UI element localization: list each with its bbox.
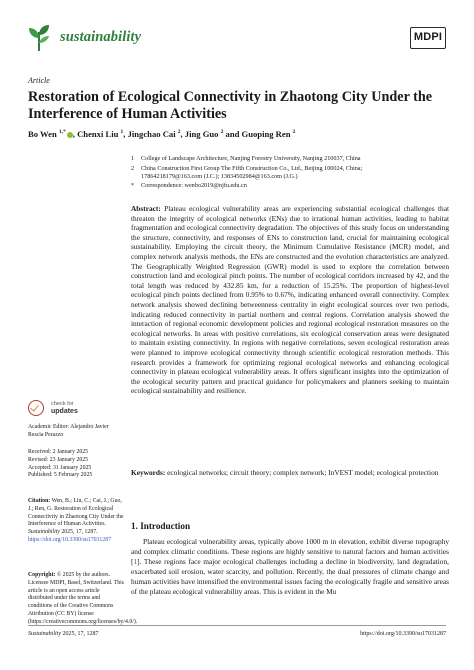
check-for-updates-button[interactable] bbox=[28, 399, 78, 417]
updates-label-bottom: updates bbox=[51, 408, 78, 416]
check-updates-icon bbox=[28, 400, 44, 416]
copyright-notice bbox=[28, 572, 138, 627]
journal-logo-icon bbox=[27, 24, 51, 52]
author-name: Bo Wen bbox=[28, 129, 57, 139]
affiliation-emails: 17864218179@163.com (J.C.); 13834502984@163.com (J.G.) bbox=[141, 173, 298, 180]
copyright-label: Copyright: bbox=[28, 572, 56, 578]
editor-label: Academic Editor: bbox=[28, 424, 70, 430]
author-affiliation-mark: 2 bbox=[220, 129, 224, 136]
author-name: Jingchao Cai bbox=[127, 129, 176, 139]
keywords-label: Keywords: bbox=[131, 468, 166, 477]
publication-dates bbox=[28, 449, 124, 480]
author-name: Guoping Ren bbox=[241, 129, 291, 139]
citation bbox=[28, 498, 124, 545]
footer-doi-link[interactable]: https://doi.org/10.3390/su17031287 bbox=[360, 631, 446, 637]
publisher-name: MDPI bbox=[413, 31, 443, 43]
intro-paragraph bbox=[131, 537, 449, 597]
keywords bbox=[131, 468, 449, 478]
footer-citation bbox=[28, 631, 99, 637]
received-date: Received: 2 January 2025 bbox=[28, 449, 89, 455]
author-affiliation-mark: 1,* bbox=[58, 129, 66, 136]
revised-date: Revised: 23 January 2025 bbox=[28, 456, 89, 463]
published-date: Published: 5 February 2025 bbox=[28, 472, 93, 479]
author-affiliation-mark: 2 bbox=[177, 129, 181, 136]
section-heading: 1. Introduction bbox=[131, 521, 191, 531]
reference-link[interactable]: 1 bbox=[133, 557, 138, 566]
copyright-text: © 2025 by the authors. Licensee MDPI, Basel, Switzerland. This article is an open access article distributed under the terms and conditions of the Creative Commons Attribution (CC BY) license (https://creativecommons.org/licenses/by/4.0/). bbox=[28, 572, 138, 625]
intro-text: Plateau ecological vulnerability areas, typically above 1000 m in elevation, exhibit diverse topography and complex climatic conditions. These regions are highly sensitive to natural factors and human activities [ bbox=[131, 537, 449, 566]
citation-journal: Sustainability bbox=[28, 529, 60, 536]
abstract-text: Plateau ecological vulnerability areas are experiencing substantial ecological challenges that threaten the integrity of ecological networks (ENs) due to irrational human activities, leading to habitat fragmentation and ecological connectivity degradation. The objectives of this study focus on understanding the structure, connectivity, and responses of ENs to construction land, crucial for maintaining ecological sustainability. Employing the circuit theory, the Minimum Cumulative Resistance (MCR) model, and complex network analysis methods, the ENs are constructed and the evolution characteristics are analyzed. The Geographically Weighted Regression (GWR) model is used to explore the correlation between construction land and ecological pinch points. The number of ecological corridors increased by 42, and the total length was reduced by 432.85 km, for a reduction of 15.25%. The proportion of highest-level ecological pinch points declined from 0.95% to 0.67%, indicating enhanced overall connectivity. Complex network analysis showed declining betweenness centrality in eight ecological sources over two periods, indicating reduced connectivity in partial northern and central regions. Correlation analysis showed the interaction of regional economic development policies and regional ecological restoration measures on the ecological networks. In areas with positive correlations, six ecological conservation areas were designated to maintain existing connectivity. In regions with negative correlations, seven ecological restoration areas were planned to improve ecological connectivity through scientific ecological restoration methods. This research provides a framework for optimizing regional ecological networks and enhancing ecological connectivity in plateau ecological vulnerability areas. It offers significant insights into the optimization of the ecological security pattern and practical guidance for policymakers and planners seeking to maintain ecological sustainability and resilience. bbox=[131, 204, 449, 396]
correspondence-text: Correspondence: wenbo2019@njfu.edu.cn bbox=[141, 182, 247, 189]
journal-name[interactable]: sustainability bbox=[60, 29, 142, 45]
updates-label-top: check for bbox=[51, 401, 74, 408]
affiliation-number: 2 bbox=[131, 165, 135, 172]
citation-doi-link[interactable]: https://doi.org/10.3390/su17031287 bbox=[28, 536, 111, 543]
academic-editor bbox=[28, 424, 124, 440]
citation-text: Wen, B.; Liu, C.; Cai, J.; Guo, J.; Ren, G. Restoration of Ecological Connectivity in Zhaotong City Under the Interference of Human Activities. bbox=[28, 498, 124, 528]
citation-volume: 2025, 17, 1287. bbox=[61, 529, 98, 536]
author-name: Jing Guo bbox=[184, 129, 219, 139]
article-type: Article bbox=[28, 76, 50, 85]
author-name: Chenxi Liu bbox=[77, 129, 119, 139]
footer-volume: 2025, 17, 1287 bbox=[62, 631, 99, 637]
article-title: Restoration of Ecological Connectivity in Zhaotong City Under the Interference of Human Activities bbox=[28, 89, 433, 122]
editor-name: Alejandro Javier Rescia Perazzo bbox=[28, 424, 109, 438]
citation-label: Citation: bbox=[28, 498, 51, 504]
author-list: Bo Wen $^{1,*}$ , Chenxi Liu $^1$, Jingchao Cai $^2$, Jing Guo $^2$ and Guoping Ren $^2$ bbox=[28, 129, 296, 139]
accepted-date: Accepted: 31 January 2025 bbox=[28, 464, 92, 471]
footer-journal: Sustainability bbox=[28, 631, 61, 637]
footer-divider bbox=[28, 625, 446, 626]
affiliation-number: 1 bbox=[131, 155, 135, 162]
abstract-label: Abstract: bbox=[131, 204, 161, 213]
author-affiliation-mark: 1 bbox=[120, 129, 124, 136]
orcid-icon[interactable] bbox=[67, 132, 73, 138]
abstract bbox=[131, 204, 449, 396]
author-affiliation-mark: 2 bbox=[292, 129, 296, 136]
intro-text-continued: ]. These regions face major ecological challenges including a decline in biodiversity, land degradation, exacerbated soil erosion, water scarcity, and pollution. Recently, the dual pressures of climate change and human activities have intensified the environmental issues facing the ecologically fragile and sensitive areas of the plateau ecological vulnerability areas. This is evident in the Mu bbox=[131, 557, 449, 596]
affiliation-text: China Construction First Group The Fifth Construction Co., Ltd., Beijing 100024, China; bbox=[141, 165, 363, 172]
affiliation-text: College of Landscape Architecture, Nanjing Forestry University, Nanjing 210037, China bbox=[141, 155, 361, 162]
keywords-text: ecological networks; circuit theory; complex network; InVEST model; ecological protection bbox=[167, 468, 439, 477]
correspondence-mark: * bbox=[131, 182, 135, 189]
publisher-logo[interactable] bbox=[410, 27, 446, 49]
